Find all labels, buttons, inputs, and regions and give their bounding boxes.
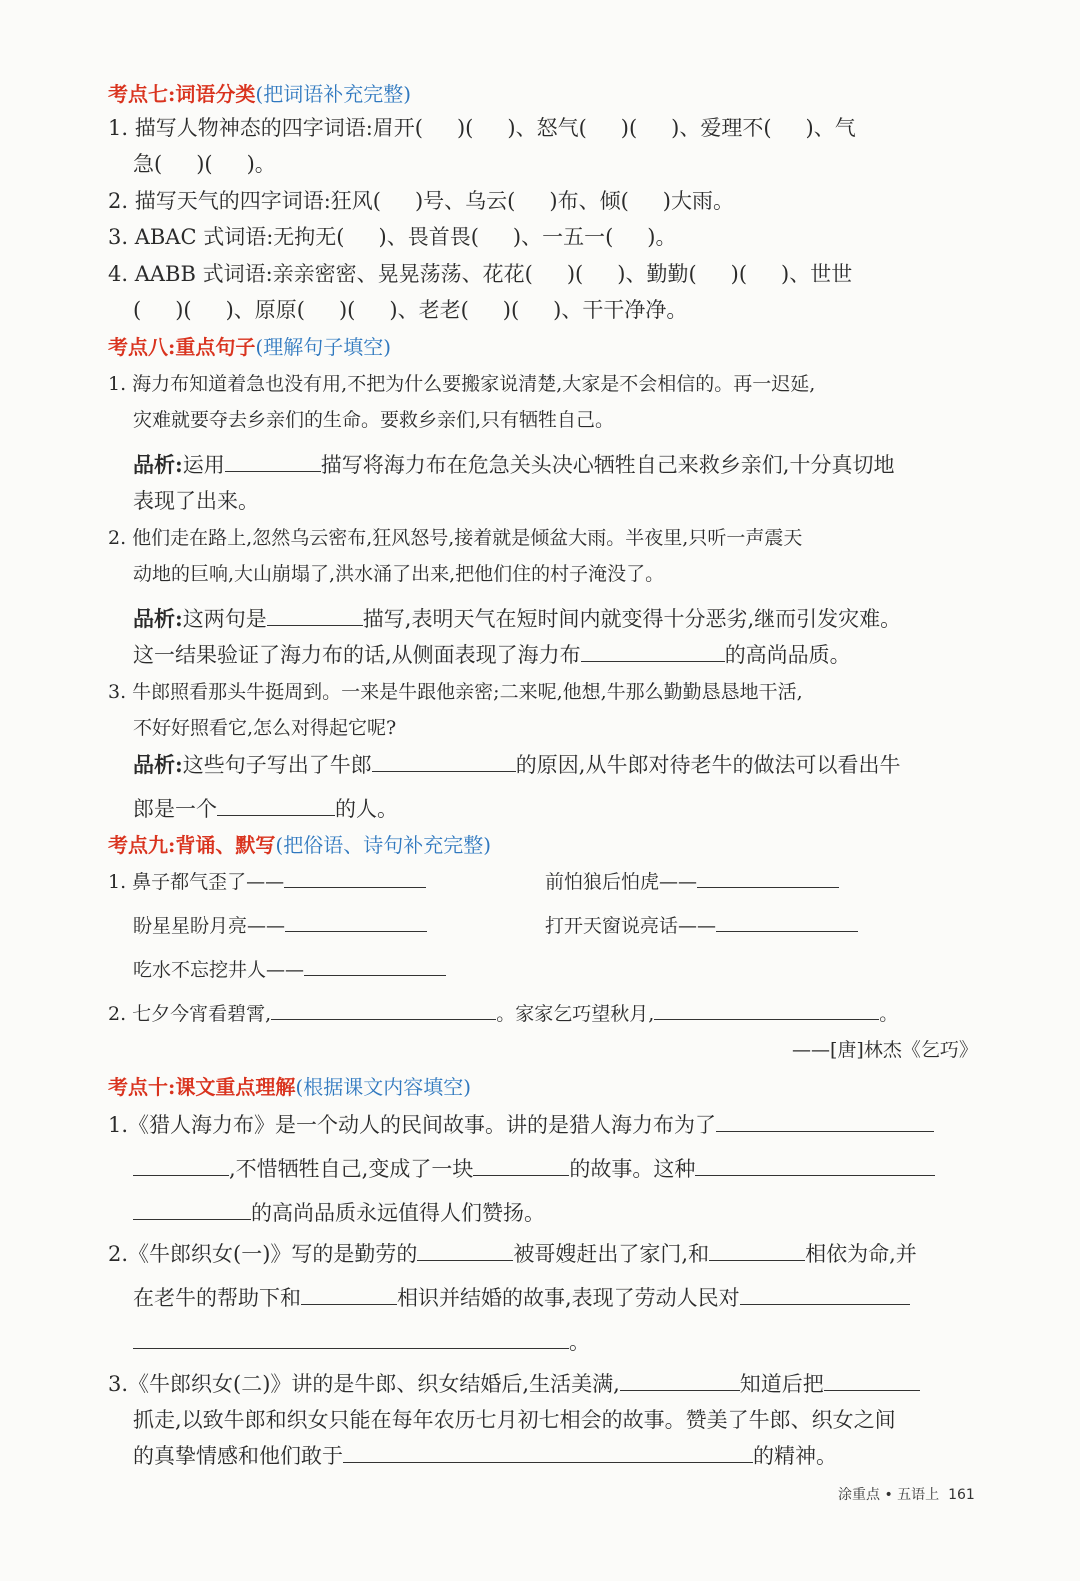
page-number: 161 — [948, 1487, 975, 1503]
s10-q2-line3: 。 — [133, 1327, 590, 1357]
s9-proverb-3: 盼星星盼月亮—— — [133, 911, 427, 941]
answer-blank[interactable] — [133, 1199, 251, 1220]
s10-q1-line1: 1.《猎人海力布》是一个动人的民间故事。讲的是猎人海力布为了 — [108, 1110, 934, 1140]
section-7-title: 考点七:词语分类 — [108, 82, 256, 106]
s9-proverb-2: 前怕狼后怕虎—— — [545, 867, 839, 897]
section-8-note: (理解句子填空) — [255, 335, 391, 359]
s8-q3-analysis-line1: 品析:这些句子写出了牛郎 的原因,从牛郎对待老牛的做法可以看出牛 — [133, 752, 901, 777]
s10-q3-line1: 3.《牛郎织女(二)》讲的是牛郎、织女结婚后,生活美满, 知道后把 — [108, 1369, 920, 1399]
s10-q3-line2: 抓走,以致牛郎和织女只能在每年农历七月初七相会的故事。赞美了牛郎、织女之间 — [133, 1408, 896, 1432]
answer-blank[interactable] — [271, 999, 496, 1020]
answer-blank[interactable] — [133, 1155, 229, 1176]
s8-q1-line2: 灾难就要夺去乡亲们的生命。要救乡亲们,只有牺牲自己。 — [133, 409, 615, 431]
section-10-note: (根据课文内容填空) — [295, 1075, 471, 1099]
section-9-note: (把俗语、诗句补充完整) — [275, 833, 491, 857]
section-10-title: 考点十:课文重点理解 — [108, 1075, 296, 1099]
s10-q2-line1: 2.《牛郎织女(一)》写的是勤劳的 被哥嫂赶出了家门,和 相依为命,并 — [108, 1242, 917, 1266]
section-10-heading — [108, 1072, 471, 1102]
s10-q1-line3: 的高尚品质永远值得人们赞扬。 — [133, 1198, 545, 1228]
answer-blank[interactable] — [697, 867, 839, 888]
s9-proverb-4: 打开天窗说亮话—— — [545, 911, 858, 941]
s9-poem: 2. 七夕今宵看碧霄, 。家家乞巧望秋月, 。 — [108, 999, 898, 1029]
s7-q2: 2. 描写天气的四字词语:狂风( )号、乌云( )布、倾( )大雨。 — [108, 189, 734, 213]
s8-q3-line1: 3. 牛郎照看那头牛挺周到。一来是牛跟他亲密;二来呢,他想,牛那么勤勤恳恳地干活, — [108, 681, 803, 703]
answer-blank[interactable] — [824, 1370, 920, 1391]
answer-blank[interactable] — [225, 451, 321, 472]
section-9-heading — [108, 830, 491, 860]
answer-blank[interactable] — [133, 1328, 569, 1349]
section-7-note: (把词语补充完整) — [255, 82, 411, 106]
answer-blank[interactable] — [304, 955, 446, 976]
s8-q1-line1: 1. 海力布知道着急也没有用,不把为什么要搬家说清楚,大家是不会相信的。再一迟延, — [108, 373, 816, 395]
answer-blank[interactable] — [709, 1240, 805, 1261]
s8-q2-line1: 2. 他们走在路上,忽然乌云密布,狂风怒号,接着就是倾盆大雨。半夜里,只听一声震天 — [108, 527, 803, 549]
answer-blank[interactable] — [716, 1111, 934, 1132]
s7-q3: 3. ABAC 式词语:无拘无( )、畏首畏( )、一五一( )。 — [108, 225, 677, 249]
answer-blank[interactable] — [581, 641, 725, 662]
section-7-heading — [108, 79, 411, 109]
answer-blank[interactable] — [716, 911, 858, 932]
section-8-title: 考点八:重点句子 — [108, 335, 256, 359]
answer-blank[interactable] — [473, 1155, 569, 1176]
section-8-heading — [108, 332, 391, 362]
s8-q1-analysis-line2: 表现了出来。 — [133, 489, 259, 513]
section-9-title: 考点九:背诵、默写 — [108, 833, 276, 857]
answer-blank[interactable] — [417, 1240, 513, 1261]
answer-blank[interactable] — [217, 795, 335, 816]
s8-q2-analysis-line2: 这一结果验证了海力布的话,从侧面表现了海力布 的高尚品质。 — [133, 643, 851, 667]
answer-blank[interactable] — [620, 1370, 740, 1391]
answer-blank[interactable] — [343, 1442, 753, 1463]
s8-q2-line2: 动地的巨响,大山崩塌了,洪水涌了出来,把他们住的村子淹没了。 — [133, 563, 665, 585]
answer-blank[interactable] — [654, 999, 879, 1020]
s9-proverb-1: 1. 鼻子都气歪了—— — [108, 867, 426, 897]
s10-q1-line2: ,不惜牺牲自己,变成了一块 的故事。这种 — [133, 1154, 935, 1184]
s9-proverb-5: 吃水不忘挖井人—— — [133, 955, 446, 985]
answer-blank[interactable] — [267, 605, 363, 626]
s7-q1-line2: 急( )( )。 — [133, 152, 276, 176]
s8-q1-analysis-line1: 品析:运用 描写将海力布在危急关头决心牺牲自己来救乡亲们,十分真切地 — [133, 452, 895, 477]
s10-q2-line2: 在老牛的帮助下和 相识并结婚的故事,表现了劳动人民对 — [133, 1283, 910, 1313]
answer-blank[interactable] — [740, 1284, 910, 1305]
book-title: 涂重点 • 五语上 — [838, 1487, 940, 1503]
s9-poem-source: ——[唐]林杰《乞巧》 — [792, 1039, 978, 1061]
answer-blank[interactable] — [285, 911, 427, 932]
s10-q3-line3: 的真挚情感和他们敢于 的精神。 — [133, 1444, 837, 1468]
s8-q3-analysis-line2: 郎是一个 的人。 — [133, 797, 398, 821]
answer-blank[interactable] — [695, 1155, 935, 1176]
answer-blank[interactable] — [301, 1284, 397, 1305]
s8-q2-analysis-line1: 品析:这两句是 描写,表明天气在短时间内就变得十分恶劣,继而引发灾难。 — [133, 606, 902, 631]
s7-q4-line2: ( )( )、原原( )( )、老老( )( )、干干净净。 — [133, 298, 688, 322]
answer-blank[interactable] — [284, 867, 426, 888]
s8-q3-line2: 不好好照看它,怎么对得起它呢? — [133, 717, 397, 739]
page-footer — [838, 1484, 975, 1504]
s7-q1-line1: 1. 描写人物神态的四字词语:眉开( )( )、怒气( )( )、爱理不( )、气 — [108, 116, 856, 140]
s7-q4-line1: 4. AABB 式词语:亲亲密密、晃晃荡荡、花花( )( )、勤勤( )( )、世世 — [108, 262, 853, 286]
answer-blank[interactable] — [372, 751, 516, 772]
